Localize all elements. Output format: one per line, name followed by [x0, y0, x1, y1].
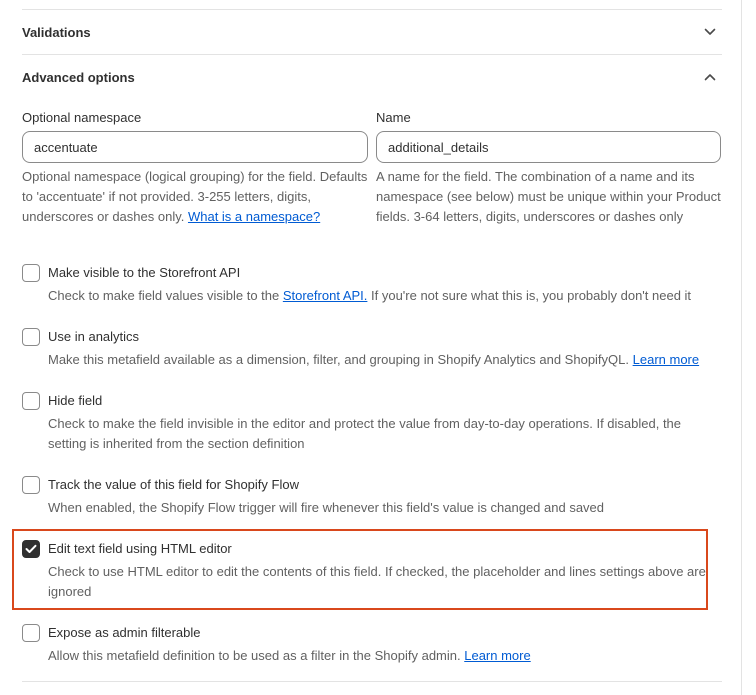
bottom-divider [22, 681, 722, 682]
storefront-api-desc-text: Check to make field values visible to the [48, 288, 283, 303]
chevron-down-icon[interactable] [702, 24, 718, 40]
name-label: Name [376, 110, 411, 125]
admin-filterable-desc-text: Allow this metafield definition to be used as a filter in the Shopify admin. [48, 648, 465, 663]
admin-filterable-learn-more-link[interactable]: Learn more [464, 648, 531, 663]
storefront-api-desc [48, 286, 713, 306]
storefront-api-title: Make visible to the Storefront API [48, 265, 241, 280]
hide-field-checkbox[interactable] [22, 392, 40, 410]
hide-field-desc: Check to make the field invisible in the editor and protect the value from day-to-day operations. If disabled, the setting is inherited from the section definition [48, 416, 682, 451]
namespace-label: Optional namespace [22, 110, 142, 125]
validations-section-title: Validations [22, 24, 91, 40]
html-editor-checkbox[interactable] [22, 540, 40, 558]
namespace-help-text: Optional namespace (logical grouping) for the field. Defaults to 'accentuate' if not provided. 3-255 letters, digits, underscores or dashes only. [22, 169, 368, 224]
shopify-flow-title: Track the value of this field for Shopify Flow [48, 477, 299, 492]
admin-filterable-title: Expose as admin filterable [48, 625, 201, 640]
html-editor-desc: Check to use HTML editor to edit the contents of this field. If checked, the placeholder and lines settings above are ignored [48, 564, 706, 599]
html-editor-title: Edit text field using HTML editor [48, 541, 232, 556]
admin-filterable-desc [48, 646, 713, 666]
hide-field-title: Hide field [48, 393, 103, 408]
namespace-input[interactable] [22, 131, 368, 163]
shopify-flow-checkbox[interactable] [22, 476, 40, 494]
namespace-help-link[interactable]: What is a namespace? [187, 209, 321, 224]
name-help: A name for the field. The combination of a name and its namespace (see below) must be unique within your Product fields. 3-64 letters, digits, underscores or dashes only [376, 169, 721, 224]
checkmark-icon [25, 544, 37, 554]
analytics-learn-more-link[interactable]: Learn more [632, 352, 700, 367]
chevron-up-icon[interactable] [702, 69, 718, 85]
shopify-flow-desc: When enabled, the Shopify Flow trigger will fire whenever this field's value is changed and saved [48, 500, 605, 515]
use-in-analytics-desc [48, 350, 713, 370]
advanced-options-section-title: Advanced options [22, 69, 135, 85]
storefront-api-link[interactable]: Storefront API. [282, 288, 368, 303]
use-in-analytics-title: Use in analytics [48, 329, 140, 344]
advanced-options-section-header[interactable] [22, 55, 722, 99]
admin-filterable-checkbox[interactable] [22, 624, 40, 642]
storefront-api-desc-suffix: If you're not sure what this is, you probably don't need it [367, 288, 692, 303]
namespace-help [22, 167, 372, 227]
name-input[interactable] [376, 131, 721, 163]
use-in-analytics-checkbox[interactable] [22, 328, 40, 346]
storefront-api-checkbox[interactable] [22, 264, 40, 282]
validations-section-header[interactable] [22, 10, 722, 54]
use-in-analytics-desc-text: Make this metafield available as a dimension, filter, and grouping in Shopify Analytics and ShopifyQL. [48, 352, 633, 367]
